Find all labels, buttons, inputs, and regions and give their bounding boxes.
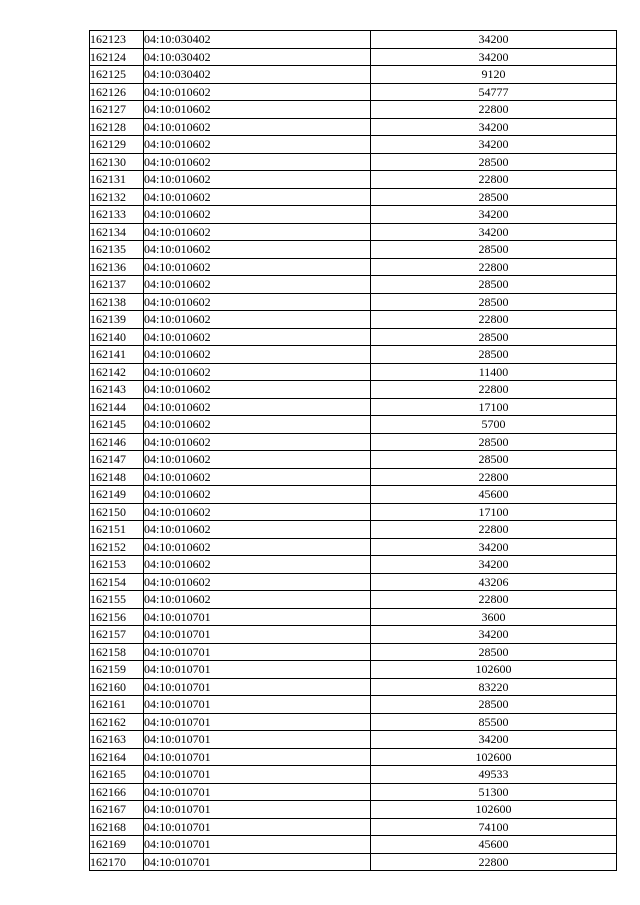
cadastral-code-cell: 04:10:010701 — [144, 626, 371, 644]
row-id-cell: 162125 — [90, 66, 144, 84]
row-id-cell: 162165 — [90, 766, 144, 784]
table-row — [90, 521, 617, 539]
table-row — [90, 836, 617, 854]
table-row — [90, 433, 617, 451]
cadastral-code-cell: 04:10:010602 — [144, 276, 371, 294]
table-row — [90, 696, 617, 714]
cadastral-code-cell: 04:10:010602 — [144, 538, 371, 556]
row-id-cell: 162156 — [90, 608, 144, 626]
table-row — [90, 136, 617, 154]
value-cell: 102600 — [371, 748, 617, 766]
value-cell: 28500 — [371, 696, 617, 714]
value-cell: 28500 — [371, 433, 617, 451]
cadastral-code-cell: 04:10:010602 — [144, 556, 371, 574]
row-id-cell: 162136 — [90, 258, 144, 276]
value-cell: 22800 — [371, 381, 617, 399]
row-id-cell: 162169 — [90, 836, 144, 854]
table-row — [90, 783, 617, 801]
cadastral-code-cell: 04:10:030402 — [144, 48, 371, 66]
value-cell: 22800 — [371, 853, 617, 871]
value-cell: 11400 — [371, 363, 617, 381]
table-row — [90, 748, 617, 766]
row-id-cell: 162127 — [90, 101, 144, 119]
row-id-cell: 162155 — [90, 591, 144, 609]
table-row — [90, 48, 617, 66]
cadastral-code-cell: 04:10:010602 — [144, 118, 371, 136]
table-row — [90, 853, 617, 871]
cadastral-code-cell: 04:10:010701 — [144, 678, 371, 696]
value-cell: 28500 — [371, 451, 617, 469]
value-cell: 28500 — [371, 293, 617, 311]
value-cell: 28500 — [371, 188, 617, 206]
row-id-cell: 162148 — [90, 468, 144, 486]
table-row — [90, 468, 617, 486]
row-id-cell: 162157 — [90, 626, 144, 644]
value-cell: 54777 — [371, 83, 617, 101]
cadastral-code-cell: 04:10:010701 — [144, 643, 371, 661]
row-id-cell: 162168 — [90, 818, 144, 836]
table-row — [90, 101, 617, 119]
row-id-cell: 162166 — [90, 783, 144, 801]
row-id-cell: 162141 — [90, 346, 144, 364]
table-row — [90, 188, 617, 206]
value-cell: 34200 — [371, 626, 617, 644]
cadastral-code-cell: 04:10:010602 — [144, 346, 371, 364]
cadastral-code-cell: 04:10:010602 — [144, 171, 371, 189]
row-id-cell: 162134 — [90, 223, 144, 241]
value-cell: 34200 — [371, 118, 617, 136]
value-cell: 3600 — [371, 608, 617, 626]
table-row — [90, 381, 617, 399]
document-page — [89, 30, 617, 871]
value-cell: 28500 — [371, 276, 617, 294]
cadastral-code-cell: 04:10:010602 — [144, 503, 371, 521]
table-row — [90, 766, 617, 784]
value-cell: 28500 — [371, 328, 617, 346]
row-id-cell: 162160 — [90, 678, 144, 696]
row-id-cell: 162124 — [90, 48, 144, 66]
table-row — [90, 591, 617, 609]
value-cell: 85500 — [371, 713, 617, 731]
table-row — [90, 293, 617, 311]
value-cell: 22800 — [371, 101, 617, 119]
cadastral-code-cell: 04:10:010701 — [144, 748, 371, 766]
cadastral-code-cell: 04:10:030402 — [144, 31, 371, 49]
table-row — [90, 678, 617, 696]
value-cell: 17100 — [371, 398, 617, 416]
table-row — [90, 556, 617, 574]
row-id-cell: 162159 — [90, 661, 144, 679]
table-row — [90, 363, 617, 381]
table-row — [90, 451, 617, 469]
row-id-cell: 162137 — [90, 276, 144, 294]
value-cell: 22800 — [371, 258, 617, 276]
table-row — [90, 171, 617, 189]
cadastral-code-cell: 04:10:010602 — [144, 433, 371, 451]
table-row — [90, 311, 617, 329]
cadastral-code-cell: 04:10:010602 — [144, 101, 371, 119]
table-row — [90, 118, 617, 136]
table-row — [90, 503, 617, 521]
table-row — [90, 608, 617, 626]
table-row — [90, 398, 617, 416]
value-cell: 83220 — [371, 678, 617, 696]
row-id-cell: 162145 — [90, 416, 144, 434]
value-cell: 34200 — [371, 223, 617, 241]
cadastral-code-cell: 04:10:010602 — [144, 83, 371, 101]
table-row — [90, 731, 617, 749]
row-id-cell: 162129 — [90, 136, 144, 154]
value-cell: 28500 — [371, 643, 617, 661]
cadastral-code-cell: 04:10:010602 — [144, 573, 371, 591]
cadastral-code-cell: 04:10:010701 — [144, 696, 371, 714]
row-id-cell: 162163 — [90, 731, 144, 749]
cadastral-code-cell: 04:10:010602 — [144, 136, 371, 154]
row-id-cell: 162143 — [90, 381, 144, 399]
row-id-cell: 162123 — [90, 31, 144, 49]
table-row — [90, 643, 617, 661]
value-cell: 34200 — [371, 731, 617, 749]
value-cell: 22800 — [371, 171, 617, 189]
row-id-cell: 162144 — [90, 398, 144, 416]
cadastral-code-cell: 04:10:010602 — [144, 398, 371, 416]
value-cell: 74100 — [371, 818, 617, 836]
table-row — [90, 661, 617, 679]
value-cell: 28500 — [371, 153, 617, 171]
row-id-cell: 162128 — [90, 118, 144, 136]
cadastral-code-cell: 04:10:010602 — [144, 363, 371, 381]
value-cell: 34200 — [371, 556, 617, 574]
table-row — [90, 626, 617, 644]
row-id-cell: 162161 — [90, 696, 144, 714]
value-cell: 45600 — [371, 836, 617, 854]
cadastral-code-cell: 04:10:010602 — [144, 241, 371, 259]
cadastral-code-cell: 04:10:010701 — [144, 783, 371, 801]
table-row — [90, 346, 617, 364]
table-row — [90, 818, 617, 836]
row-id-cell: 162147 — [90, 451, 144, 469]
row-id-cell: 162146 — [90, 433, 144, 451]
row-id-cell: 162154 — [90, 573, 144, 591]
row-id-cell: 162131 — [90, 171, 144, 189]
cadastral-code-cell: 04:10:010701 — [144, 766, 371, 784]
table-row — [90, 258, 617, 276]
cadastral-code-cell: 04:10:010602 — [144, 451, 371, 469]
cadastral-code-cell: 04:10:010701 — [144, 818, 371, 836]
row-id-cell: 162150 — [90, 503, 144, 521]
value-cell: 45600 — [371, 486, 617, 504]
row-id-cell: 162133 — [90, 206, 144, 224]
cadastral-code-cell: 04:10:010602 — [144, 188, 371, 206]
cadastral-code-cell: 04:10:010602 — [144, 416, 371, 434]
cadastral-code-cell: 04:10:010701 — [144, 853, 371, 871]
value-cell: 34200 — [371, 206, 617, 224]
table-row — [90, 223, 617, 241]
row-id-cell: 162135 — [90, 241, 144, 259]
value-cell: 22800 — [371, 521, 617, 539]
row-id-cell: 162149 — [90, 486, 144, 504]
row-id-cell: 162153 — [90, 556, 144, 574]
cadastral-code-cell: 04:10:010701 — [144, 713, 371, 731]
table-row — [90, 241, 617, 259]
cadastral-code-cell: 04:10:010602 — [144, 486, 371, 504]
table-row — [90, 573, 617, 591]
value-cell: 5700 — [371, 416, 617, 434]
value-cell: 34200 — [371, 136, 617, 154]
row-id-cell: 162130 — [90, 153, 144, 171]
value-cell: 51300 — [371, 783, 617, 801]
cadastral-code-cell: 04:10:010602 — [144, 468, 371, 486]
table-row — [90, 801, 617, 819]
row-id-cell: 162142 — [90, 363, 144, 381]
value-cell: 28500 — [371, 241, 617, 259]
data-table — [89, 30, 617, 871]
table-row — [90, 328, 617, 346]
cadastral-code-cell: 04:10:010602 — [144, 223, 371, 241]
value-cell: 22800 — [371, 311, 617, 329]
value-cell: 22800 — [371, 468, 617, 486]
value-cell: 49533 — [371, 766, 617, 784]
table-row — [90, 153, 617, 171]
cadastral-code-cell: 04:10:010602 — [144, 258, 371, 276]
cadastral-code-cell: 04:10:010602 — [144, 591, 371, 609]
value-cell: 34200 — [371, 538, 617, 556]
row-id-cell: 162164 — [90, 748, 144, 766]
cadastral-code-cell: 04:10:010602 — [144, 293, 371, 311]
table-row — [90, 66, 617, 84]
table-body — [90, 31, 617, 871]
table-row — [90, 713, 617, 731]
table-row — [90, 31, 617, 49]
value-cell: 34200 — [371, 31, 617, 49]
value-cell: 28500 — [371, 346, 617, 364]
cadastral-code-cell: 04:10:010701 — [144, 661, 371, 679]
table-row — [90, 486, 617, 504]
row-id-cell: 162138 — [90, 293, 144, 311]
table-row — [90, 416, 617, 434]
cadastral-code-cell: 04:10:010701 — [144, 608, 371, 626]
table-row — [90, 276, 617, 294]
row-id-cell: 162139 — [90, 311, 144, 329]
table-row — [90, 206, 617, 224]
value-cell: 22800 — [371, 591, 617, 609]
cadastral-code-cell: 04:10:030402 — [144, 66, 371, 84]
table-row — [90, 538, 617, 556]
row-id-cell: 162126 — [90, 83, 144, 101]
row-id-cell: 162151 — [90, 521, 144, 539]
row-id-cell: 162167 — [90, 801, 144, 819]
value-cell: 17100 — [371, 503, 617, 521]
value-cell: 102600 — [371, 661, 617, 679]
row-id-cell: 162162 — [90, 713, 144, 731]
cadastral-code-cell: 04:10:010701 — [144, 801, 371, 819]
cadastral-code-cell: 04:10:010602 — [144, 206, 371, 224]
cadastral-code-cell: 04:10:010701 — [144, 731, 371, 749]
row-id-cell: 162140 — [90, 328, 144, 346]
cadastral-code-cell: 04:10:010602 — [144, 328, 371, 346]
cadastral-code-cell: 04:10:010602 — [144, 311, 371, 329]
value-cell: 9120 — [371, 66, 617, 84]
value-cell: 43206 — [371, 573, 617, 591]
row-id-cell: 162152 — [90, 538, 144, 556]
cadastral-code-cell: 04:10:010602 — [144, 521, 371, 539]
row-id-cell: 162132 — [90, 188, 144, 206]
cadastral-code-cell: 04:10:010701 — [144, 836, 371, 854]
value-cell: 34200 — [371, 48, 617, 66]
cadastral-code-cell: 04:10:010602 — [144, 381, 371, 399]
value-cell: 102600 — [371, 801, 617, 819]
table-row — [90, 83, 617, 101]
cadastral-code-cell: 04:10:010602 — [144, 153, 371, 171]
row-id-cell: 162170 — [90, 853, 144, 871]
row-id-cell: 162158 — [90, 643, 144, 661]
